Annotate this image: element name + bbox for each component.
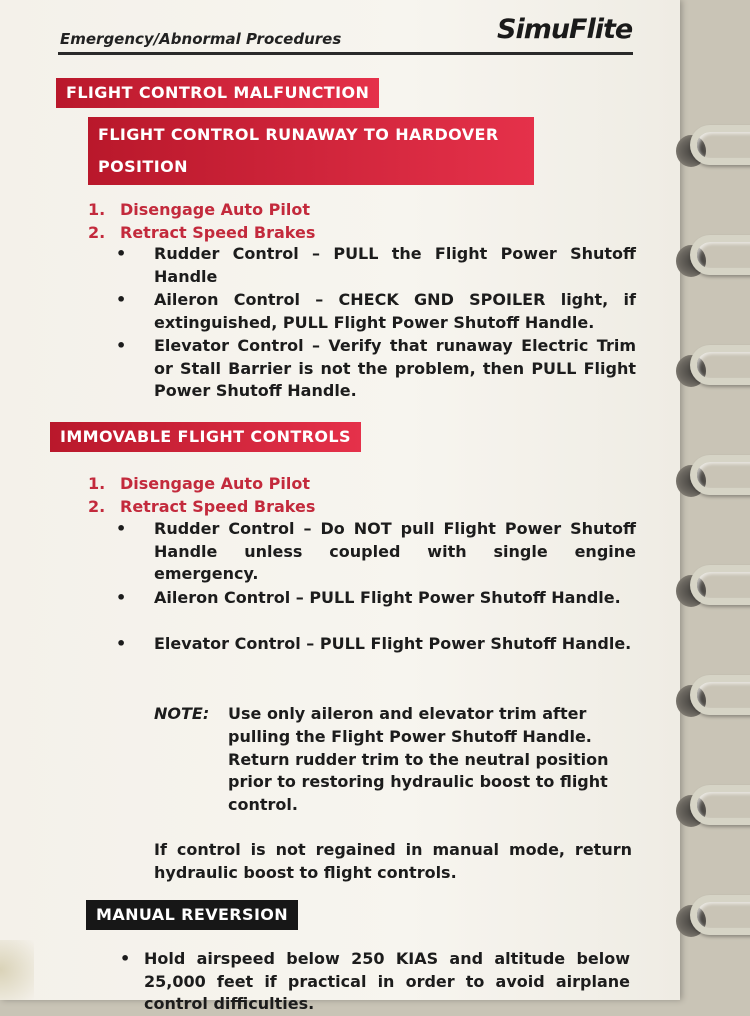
- binding-coil-icon: [690, 675, 750, 715]
- bullet-item: [116, 633, 636, 656]
- binding-coil-icon: [690, 345, 750, 385]
- step-text: Disengage Auto Pilot: [120, 200, 310, 219]
- note-label: NOTE:: [154, 704, 210, 723]
- step-number: 2.: [88, 223, 106, 242]
- bullet-item: [116, 243, 636, 288]
- bullet-text: Rudder Control – PULL the Flight Power Shutoff Handle: [154, 244, 636, 286]
- bullet-dot-icon: •: [116, 244, 127, 263]
- bullet-text: Rudder Control – Do NOT pull Flight Power Shutoff Handle unless coupled with single engine emergency.: [154, 519, 636, 583]
- bullet-dot-icon: •: [116, 588, 127, 607]
- bullet-item: [116, 335, 636, 403]
- subsection-banner-line1: FLIGHT CONTROL RUNAWAY TO HARDOVER: [98, 125, 499, 144]
- binding-coil-icon: [690, 455, 750, 495]
- bullet-dot-icon: •: [116, 519, 127, 538]
- section-banner-flight-control-malfunction: FLIGHT CONTROL MALFUNCTION: [56, 78, 379, 108]
- bullet-text: Aileron Control – PULL Flight Power Shutoff Handle.: [154, 588, 621, 607]
- step-number: 1.: [88, 474, 106, 493]
- page-stain: [0, 940, 34, 1000]
- step-item: [88, 200, 310, 219]
- bullet-text: Elevator Control – Verify that runaway Electric Trim or Stall Barrier is not the problem, then PULL Flight Power Shutoff Handle.: [154, 336, 636, 400]
- section-banner-manual-reversion: MANUAL REVERSION: [86, 900, 298, 930]
- bullet-item: [116, 587, 636, 610]
- step-item: [88, 474, 310, 493]
- step-number: 1.: [88, 200, 106, 219]
- step-number: 2.: [88, 497, 106, 516]
- bullet-item: [116, 289, 636, 334]
- bullet-dot-icon: •: [116, 336, 127, 355]
- bullet-text: Elevator Control – PULL Flight Power Shutoff Handle.: [154, 634, 632, 653]
- binding-coil-icon: [690, 785, 750, 825]
- bullet-item: [116, 518, 636, 586]
- subsection-banner-runaway-hardover: [88, 117, 534, 185]
- section-banner-immovable-flight-controls: IMMOVABLE FLIGHT CONTROLS: [50, 422, 361, 452]
- binding-coil-icon: [690, 565, 750, 605]
- bullet-item: [116, 948, 630, 1016]
- brand-logo: SimuFlite: [497, 14, 633, 45]
- bullet-text: Aileron Control – CHECK GND SPOILER light, if extinguished, PULL Flight Power Shutoff Handle.: [154, 290, 636, 332]
- step-text: Retract Speed Brakes: [120, 497, 316, 516]
- step-item: [88, 223, 315, 242]
- section-header-title: Emergency/Abnormal Procedures: [60, 30, 342, 48]
- bullet-dot-icon: •: [116, 634, 127, 653]
- binding-coil-icon: [690, 125, 750, 165]
- header-divider: [58, 52, 633, 55]
- binding-coil-icon: [690, 235, 750, 275]
- bullet-dot-icon: •: [120, 949, 131, 968]
- bullet-text: Hold airspeed below 250 KIAS and altitude below 25,000 feet if practical in order to avoid airplane control difficulties.: [144, 949, 630, 1013]
- note-text: Use only aileron and elevator trim after pulling the Flight Power Shutoff Handle. Return rudder trim to the neutral position prior to restoring hydraulic boost to flight control.: [228, 704, 609, 815]
- subsection-banner-line2: POSITION: [98, 157, 188, 176]
- note-block: [154, 703, 634, 817]
- regain-control-paragraph: If control is not regained in manual mode, return hydraulic boost to flight controls.: [154, 840, 632, 882]
- step-item: [88, 497, 315, 516]
- step-text: Retract Speed Brakes: [120, 223, 316, 242]
- binding-coil-icon: [690, 895, 750, 935]
- bullet-dot-icon: •: [116, 290, 127, 309]
- step-text: Disengage Auto Pilot: [120, 474, 310, 493]
